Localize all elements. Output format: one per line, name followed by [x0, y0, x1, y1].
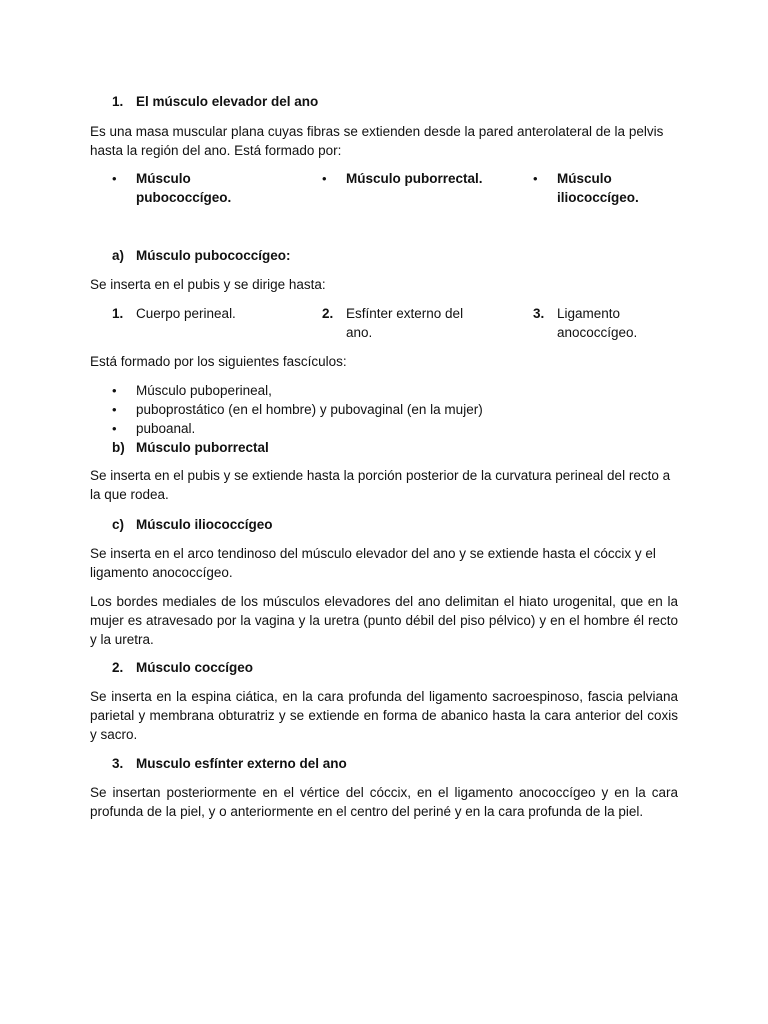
subsection-c-text: Se inserta en el arco tendinoso del músculo elevador del ano y se extiende hasta el cóccix y el ligamento anococcígeo.	[90, 546, 656, 580]
subsection-b-heading	[112, 438, 678, 457]
subsection-c-heading	[112, 515, 273, 534]
subsection-c-title: Músculo iliococcígeo	[136, 517, 273, 532]
target-number: 1.	[112, 306, 124, 321]
fascicle-label: Músculo puboperineal,	[136, 383, 272, 398]
fascicles-intro: Está formado por los siguientes fascículos:	[90, 354, 347, 369]
subsection-b-marker: b)	[112, 440, 125, 455]
subsection-a-insert-text: Se inserta en el pubis y se dirige hasta:	[90, 277, 326, 292]
fascicle-item	[112, 381, 678, 400]
component-label: Músculo puborrectal.	[346, 171, 483, 186]
fascicle-label: puboprostático (en el hombre) y pubovaginal (en la mujer)	[136, 402, 483, 417]
section-3-number: 3.	[112, 756, 124, 771]
bullet-icon: •	[112, 402, 117, 417]
fascicle-item	[112, 419, 678, 438]
bullet-icon: •	[533, 171, 538, 186]
targets-list	[112, 304, 678, 344]
section-2-number: 2.	[112, 660, 124, 675]
subsection-b-text: Se inserta en el pubis y se extiende hasta la porción posterior de la curvatura perineal del recto a la que rodea.	[90, 468, 671, 502]
components-list	[112, 169, 678, 209]
subsection-a-heading	[112, 246, 291, 265]
bullet-icon: •	[112, 383, 117, 398]
section-1-intro: Es una masa muscular plana cuyas fibras se extienden desde la pared anterolateral de la pelvis hasta la región del ano. Está formado por:	[90, 124, 664, 158]
bullet-icon: •	[112, 171, 117, 186]
section-2-title: Músculo coccígeo	[136, 660, 254, 675]
section-2-text: Se inserta en la espina ciática, en la cara profunda del ligamento sacroespinoso, fascia pelviana parietal y membrana obturatriz y se extiende en forma de abanico hasta la cara anterior del coxis y sacro.	[90, 689, 678, 742]
subsection-b-title: Músculo puborrectal	[136, 440, 269, 455]
section-3-title: Musculo esfínter externo del ano	[136, 756, 347, 771]
section-1-title: El músculo elevador del ano	[136, 94, 319, 109]
target-number: 3.	[533, 306, 545, 321]
section-3-text: Se insertan posteriormente en el vértice del cóccix, en el ligamento anococcígeo y en la cara profunda de la piel, y o anteriormente en el centro del periné y en la cara profunda de la piel.	[90, 785, 678, 819]
target-label: Ligamento anococcígeo.	[557, 306, 638, 340]
bullet-icon: •	[322, 171, 327, 186]
subsection-c-marker: c)	[112, 517, 125, 532]
fascicle-label: puboanal.	[136, 421, 196, 436]
section-3-heading	[112, 754, 347, 773]
target-label: Cuerpo perineal.	[136, 306, 236, 321]
section-2-heading	[112, 658, 253, 677]
component-label: Músculo pubococcígeo.	[136, 171, 232, 205]
section-1-heading	[112, 92, 318, 111]
borders-paragraph: Los bordes mediales de los músculos elevadores del ano delimitan el hiato urogenital, que en la mujer es atravesado por la vagina y la uretra (punto débil del piso pélvico) y en el hombre él recto y la uretra.	[90, 594, 678, 647]
fascicles-list	[112, 381, 678, 457]
subsection-a-title: Músculo pubococcígeo:	[136, 248, 291, 263]
section-1-number: 1.	[112, 94, 124, 109]
component-label: Músculo iliococcígeo.	[557, 171, 639, 205]
subsection-a-marker: a)	[112, 248, 125, 263]
bullet-icon: •	[112, 421, 117, 436]
target-number: 2.	[322, 306, 334, 321]
target-label: Esfínter externo del ano.	[346, 306, 464, 340]
fascicle-item	[112, 400, 678, 419]
